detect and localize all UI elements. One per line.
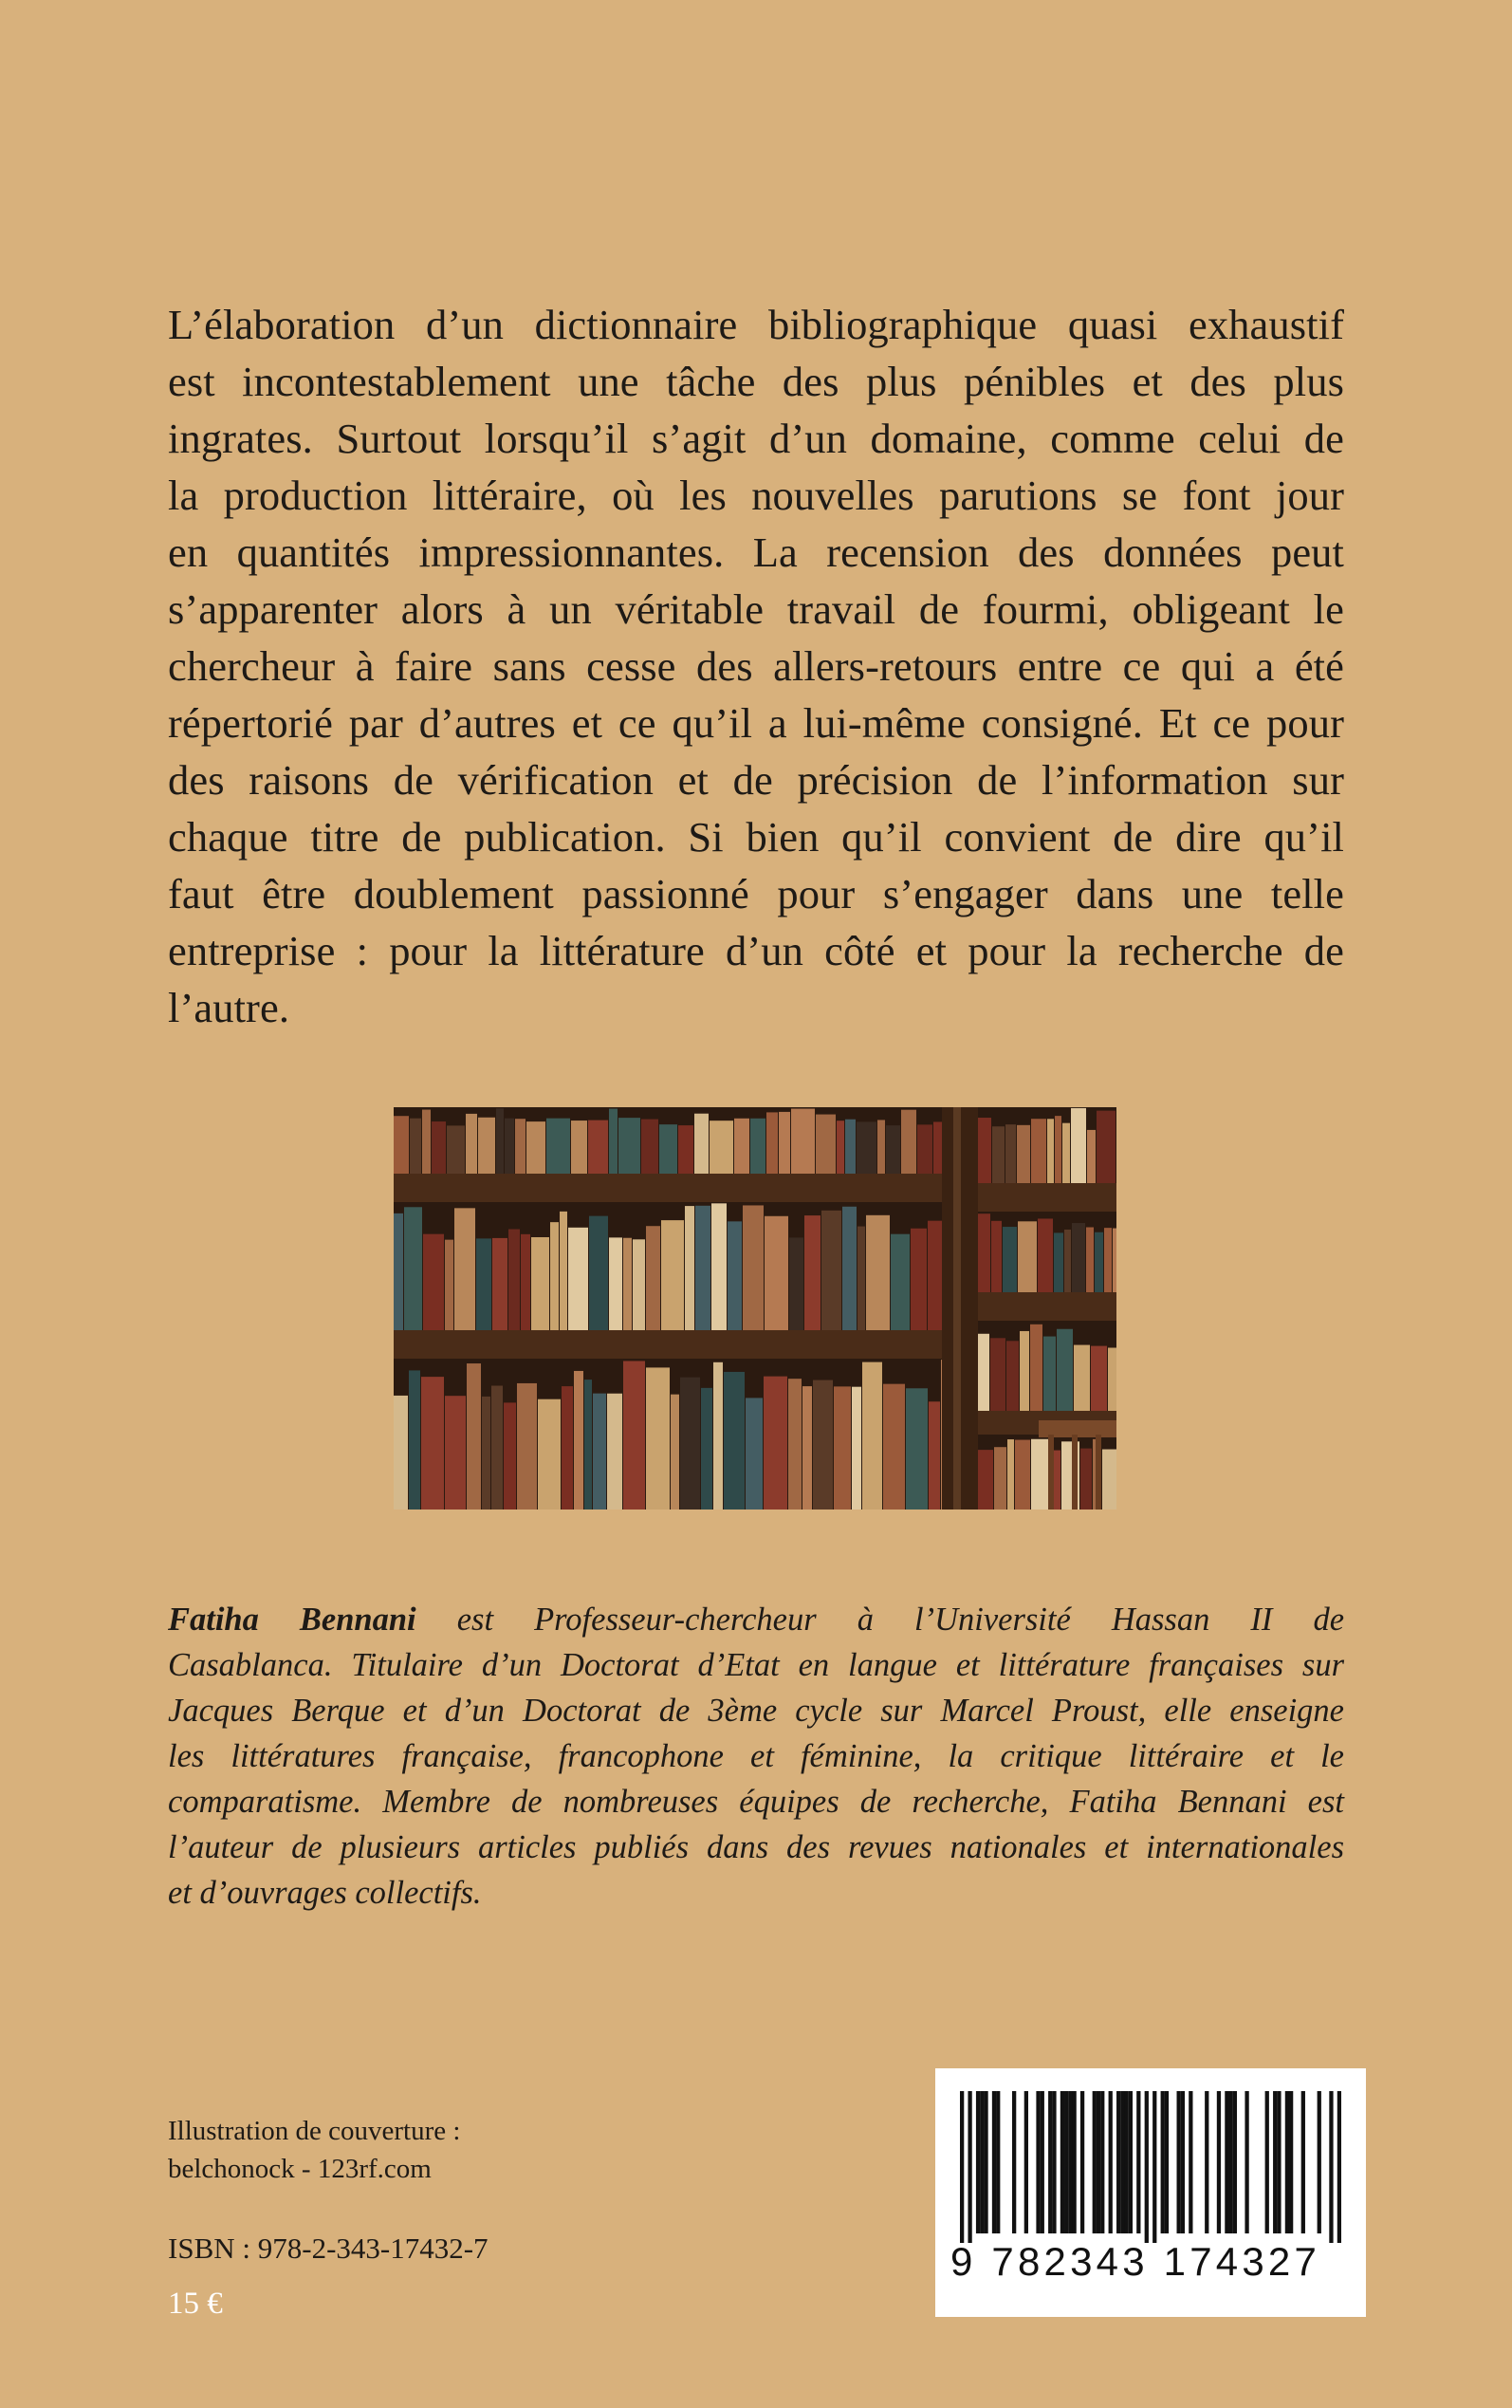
barcode-bar [980,2091,984,2233]
barcode-bar [1072,2091,1076,2233]
bio-line: Jacques Berque et d’un Doctorat de 3ème cycle sur Marcel Proust, elle enseigne [168,1693,1344,1729]
book-spine [813,1380,833,1510]
book-spine [1097,1111,1116,1183]
barcode-bar [992,2091,996,2233]
barcode-bar [1136,2091,1140,2233]
summary-line: répertorié par d’autres et ce qu’il a lui-même consigné. Et ce pour [168,699,1344,747]
book-spine [906,1388,928,1510]
barcode-bar [1273,2091,1277,2233]
summary-line: L’élaboration d’un dictionnaire bibliographique quasi exhaustif [168,301,1344,348]
book-spine [410,1119,421,1174]
book-spine [521,1234,530,1330]
barcode-bar [1205,2091,1208,2233]
barcode-bar [1225,2091,1228,2233]
book-spine [671,1395,679,1510]
book-spine [641,1120,658,1174]
chair-spindle [1096,1435,1101,1510]
book-spine [526,1121,545,1174]
isbn: ISBN : 978-2-343-17432-7 [168,2232,489,2265]
book-spine [991,1221,1002,1292]
book-spine [562,1386,573,1510]
book-spine [538,1399,561,1510]
barcode-bar [1152,2091,1156,2243]
book-spine [476,1238,491,1330]
book-spine [734,1119,749,1174]
bio-line: comparatisme. Membre de nombreuses équipes de recherche, Fatiha Bennani est [168,1784,1344,1820]
book-spine [588,1121,608,1174]
barcode-bar [1233,2091,1237,2233]
book-spine [646,1226,660,1330]
book-spine [445,1240,453,1330]
chair-spindle [1072,1435,1078,1510]
barcode-bar [1124,2091,1128,2233]
book-spine [821,1211,841,1330]
barcode-bar [1277,2091,1281,2233]
book-spine [1071,1108,1086,1183]
book-spine [1086,1228,1094,1292]
book-spine [1038,1218,1053,1292]
book-spine [1095,1232,1103,1292]
book-spine [394,1116,409,1174]
book-spine [478,1118,495,1174]
book-spine [1087,1130,1096,1183]
book-spine [531,1237,549,1330]
book-spine [445,1396,466,1510]
book-spine [589,1216,608,1330]
book-spine [508,1230,520,1330]
shelf-board [978,1183,1116,1212]
bio-line: l’auteur de plusieurs articles publiés dans des revues nationales et internationales [168,1829,1344,1865]
shelf-post-highlight [953,1107,961,1510]
book-spine [466,1114,477,1174]
book-spine [454,1208,475,1330]
barcode-bar [1100,2091,1104,2233]
summary-line: en quantités impressionnantes. La recension des données peut [168,528,1344,576]
shelf-board [978,1292,1116,1321]
summary-line: entreprise : pour la littérature d’un côté et pour la recherche de [168,927,1344,974]
bio-first-line [168,1597,1344,1642]
book-spine [789,1237,803,1330]
barcode-bar [1060,2091,1064,2233]
book-spine [992,1126,1005,1183]
barcode-bar [1024,2091,1028,2233]
barcode-bar [968,2091,971,2243]
book-spine [1064,1230,1071,1292]
book-spine [646,1367,670,1510]
barcode-bar [1093,2091,1097,2233]
barcode-bar [1064,2091,1068,2233]
book-spine [492,1238,507,1330]
book-spine [766,1112,778,1174]
book-spine [1062,1123,1070,1183]
barcode [935,2068,1366,2317]
barcode-bar [1116,2091,1120,2233]
barcode-bar [976,2091,980,2233]
book-spine [866,1215,890,1330]
barcode-bar [1265,2091,1269,2233]
book-spine [695,1206,710,1330]
book-spine [977,1450,993,1510]
book-spine [1020,1331,1029,1411]
author-biography [168,1597,1344,1916]
book-spine [837,1121,844,1174]
book-spine [1080,1449,1092,1510]
book-spine [1054,1232,1063,1292]
summary-line: l’autre. [168,984,290,1031]
book-spine [886,1125,900,1174]
book-spine [1007,1439,1014,1510]
book-spine [750,1119,765,1174]
barcode-bar [1289,2091,1293,2233]
summary-line: est incontestablement une tâche des plus pénibles et des plus [168,358,1344,405]
book-spine [1102,1450,1116,1510]
book-spine [685,1206,694,1330]
book-spine [517,1383,537,1510]
book-spine [804,1215,821,1330]
book-spine [1030,1324,1042,1411]
summary-line: faut être doublement passionné pour s’engager dans une telle [168,870,1344,917]
book-spine [546,1119,570,1174]
book-spine [1055,1116,1061,1183]
barcode-bar [1318,2091,1321,2233]
book-spine [394,1213,403,1330]
barcode-bar [984,2091,987,2233]
book-spine [845,1120,856,1174]
book-spine [1104,1228,1112,1292]
book-spine [607,1394,622,1510]
book-spine [711,1203,727,1330]
bio-line: et d’ouvrages collectifs. [168,1875,482,1911]
book-spine [1031,1119,1046,1183]
summary-line: ingrates. Surtout lorsqu’il s’agit d’un domaine, comme celui de [168,415,1344,462]
book-spine [1113,1229,1116,1292]
barcode-bar [1036,2091,1040,2233]
barcode-bar [1337,2091,1341,2243]
barcode-bar [1048,2091,1052,2233]
barcode-bar [1181,2091,1185,2233]
barcode-bar [996,2091,1000,2233]
summary-line: chaque titre de publication. Si bien qu’il convient de dire qu’il [168,813,1344,861]
book-spine [917,1124,932,1174]
bio-first-line-rest: est Professeur-chercheur à l’Université Hassan II de [456,1602,1345,1638]
book-spine [816,1115,836,1174]
book-spine [467,1363,481,1510]
book-spine [1006,1341,1019,1411]
book-spine [1091,1346,1107,1411]
book-spine [421,1377,444,1510]
barcode-bar [1097,2091,1100,2233]
shelf-board [394,1174,953,1202]
book-spine [678,1125,693,1174]
book-spine [862,1362,882,1510]
book-spine [1015,1440,1030,1510]
book-spine [788,1379,802,1510]
book-spine [857,1227,865,1330]
book-spine [1003,1227,1017,1292]
barcode-digits: 9 782343 174327 [950,2239,1320,2284]
book-spine [447,1125,465,1174]
book-spine [623,1361,645,1510]
book-spine [977,1118,991,1183]
bookshelf-photo [394,1107,1116,1510]
book-spine [977,1213,990,1292]
book-spine [571,1121,587,1174]
book-spine [710,1121,733,1174]
book-spine [609,1109,618,1174]
book-spine [857,1121,876,1174]
book-spine [1074,1345,1090,1411]
credit-label: Illustration de couverture : [168,2116,461,2146]
book-spine [482,1397,490,1510]
book-spine [550,1222,559,1330]
book-spine [560,1212,567,1330]
book-spine [423,1234,444,1330]
barcode-bar [1068,2091,1072,2233]
barcode-bar [1161,2091,1165,2233]
book-spine [618,1118,640,1174]
chair-spindle [1048,1435,1054,1510]
book-spine [891,1234,910,1330]
book-spine [713,1362,723,1510]
book-spine [404,1207,422,1330]
book-spine [834,1386,851,1510]
book-spine [1072,1223,1085,1292]
summary-line: s’apparenter alors à un véritable travail de fourmi, obligeant le [168,585,1344,633]
barcode-bar [1129,2091,1133,2233]
book-spine [680,1378,700,1510]
book-spine [568,1228,588,1330]
book-spine [574,1371,583,1510]
barcode-bar [1177,2091,1181,2233]
barcode-bar [1120,2091,1124,2233]
book-spine [765,1216,788,1330]
bio-line: Casablanca. Titulaire d’un Doctorat d’Etat en langue et littérature françaises sur [168,1647,1344,1683]
book-spine [1043,1337,1056,1411]
barcode-bar [1052,2091,1056,2233]
book-spine [504,1402,516,1510]
book-spine [661,1220,684,1330]
ean13-barcode [960,2091,1341,2243]
shelf-board [394,1330,953,1359]
book-spine [877,1120,885,1174]
barcode-bar [1301,2091,1305,2233]
book-spine [1047,1119,1054,1183]
book-spine [505,1119,514,1174]
book-spine [791,1109,815,1174]
book-spine [422,1110,431,1174]
barcode-bar [1245,2091,1248,2233]
barcode-bar [960,2091,964,2243]
book-spine [728,1221,742,1330]
book-spine [701,1388,712,1510]
book-spine [409,1370,420,1510]
bio-line: les littératures française, francophone et féminine, la critique littéraire et le [168,1738,1344,1774]
summary-line: des raisons de vérification et de précision de l’information sur [168,756,1344,804]
book-spine [743,1205,764,1330]
book-spine [1031,1439,1050,1510]
book-spine [1005,1124,1016,1183]
book-spine [977,1334,989,1411]
book-spine [929,1401,940,1510]
barcode-bar [1189,2091,1192,2233]
book-spine [901,1110,916,1174]
price: 15 € [168,2287,223,2321]
book-spine [1017,1125,1030,1183]
barcode-bar [1165,2091,1169,2233]
book-spine [623,1238,632,1330]
book-spine [394,1396,408,1510]
barcode-bar [1145,2091,1149,2243]
book-spine [694,1114,709,1174]
book-spine [746,1398,763,1510]
book-spine [883,1384,905,1510]
barcode-bar [1329,2091,1333,2243]
back-cover-summary [168,296,1344,1036]
book-spine [911,1229,927,1330]
author-name: Fatiha Bennani [168,1602,416,1638]
barcode-bar [1041,2091,1044,2233]
barcode-bar [1229,2091,1233,2233]
book-spine [852,1387,861,1510]
book-spine [990,1338,1005,1411]
barcode-bar [1109,2091,1113,2233]
book-spine [1018,1221,1037,1292]
book-spine [515,1119,526,1174]
cover-illustration-credit [168,2112,460,2188]
book-spine [659,1124,677,1174]
book-spine [609,1237,622,1330]
book-spine [491,1386,503,1510]
book-spine [779,1112,790,1174]
book-spine [764,1377,787,1510]
barcode-bar [1080,2091,1084,2233]
book-spine [584,1380,592,1510]
book-spine [593,1394,606,1510]
book-spine [633,1239,645,1330]
book-spine [994,1447,1006,1510]
book-spine [496,1108,504,1174]
book-spine [842,1207,857,1330]
book-spine [724,1372,745,1510]
credit-source: belchonock - 123rf.com [168,2154,432,2184]
book-spine [802,1386,812,1510]
book-spine [1057,1329,1073,1411]
summary-line: chercheur à faire sans cesse des allers-retours entre ce qui a été [168,642,1344,690]
barcode-bar [1012,2091,1016,2233]
book-spine [432,1121,446,1174]
barcode-bar [1285,2091,1289,2233]
barcode-bar [1217,2091,1221,2233]
book-spine [1108,1347,1116,1411]
summary-line: la production littéraire, où les nouvelles parutions se font jour [168,472,1344,519]
